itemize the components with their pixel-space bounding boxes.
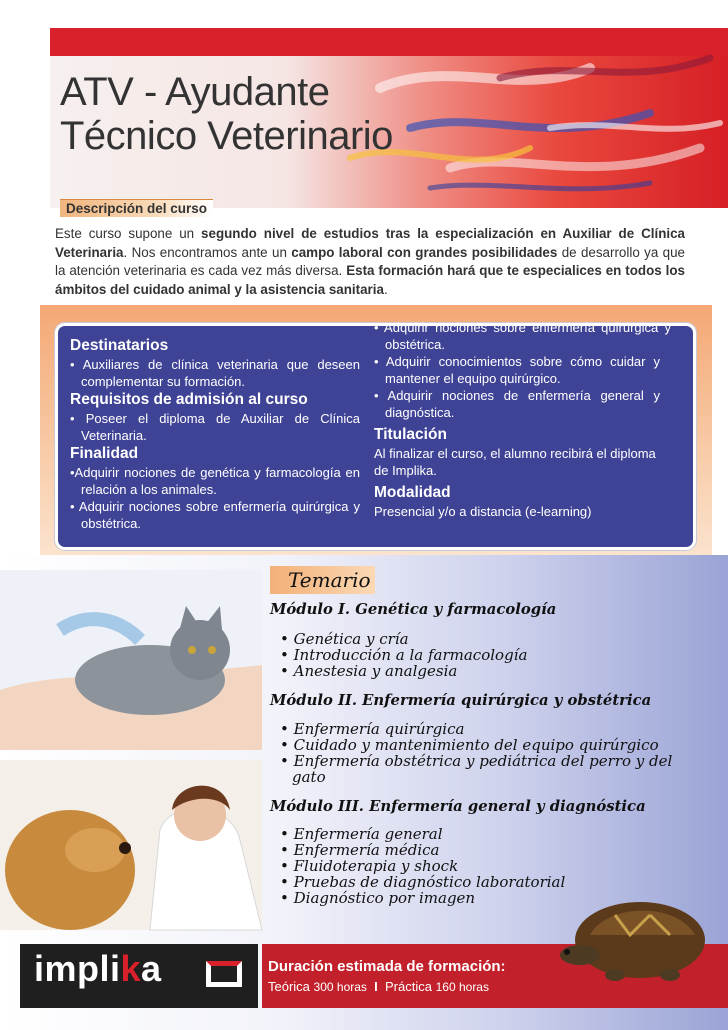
- logo-k: k: [120, 948, 142, 989]
- desc-text-4: .: [383, 281, 388, 297]
- desc-text-3: de desarrollo ya que la atención veterinaria es cada vez más diversa.: [55, 244, 685, 278]
- finalidad-item: • Adquirir nociones sobre enfermería quirúrgica y obstétrica.: [374, 320, 671, 352]
- practica-label: Práctica: [385, 979, 432, 994]
- implika-logo: [20, 944, 258, 1008]
- module-items: [280, 631, 527, 679]
- hours-separator: I: [374, 979, 378, 994]
- practica-hours: 160 horas: [435, 980, 489, 994]
- desc-bold-3: Esta formación hará que te especialices en todos los ámbitos del cuidado animal y la asistencia sanitaria: [55, 263, 685, 297]
- duration-title: Duración estimada de formación:: [268, 958, 506, 975]
- module-item: • Enfermería obstétrica y pediátrica del perro y del gato: [280, 753, 700, 785]
- finalidad-item: • Adquirir nociones de enfermería general y diagnóstica.: [374, 388, 660, 420]
- module-item: • Genética y cría: [280, 631, 527, 647]
- desc-bold-1: segundo nivel de estudios tras la especialización en Auxiliar de Clínica Veterinaria: [55, 226, 685, 260]
- modalidad-heading: Modalidad: [374, 484, 451, 501]
- requisitos-item: • Poseer el diploma de Auxiliar de Clínica Veterinaria.: [70, 411, 360, 443]
- module-items: [280, 721, 700, 785]
- requisitos-heading: Requisitos de admisión al curso: [70, 391, 308, 408]
- finalidad-item: •Adquirir nociones de genética y farmacología en relación a los animales.: [70, 465, 360, 497]
- module-item: • Fluidoterapia y shock: [280, 858, 565, 874]
- desc-bold-2: campo laboral con grandes posibilidades: [291, 244, 558, 260]
- info-column-right: [374, 320, 671, 520]
- module-item: • Anestesia y analgesia: [280, 663, 527, 679]
- cat-photo: [0, 570, 262, 750]
- info-box: [55, 320, 696, 550]
- info-column-left: [70, 336, 360, 531]
- module-item: • Introducción a la farmacología: [280, 647, 527, 663]
- title-line-1: ATV - Ayudante: [60, 70, 330, 114]
- module-item: • Enfermería médica: [280, 842, 565, 858]
- course-description: [55, 225, 685, 299]
- titulacion-heading: Titulación: [374, 426, 447, 443]
- dog-vet-illustration: [0, 760, 262, 930]
- module-title: Módulo I. Genética y farmacología: [270, 601, 557, 618]
- logo-part-2: a: [141, 948, 162, 989]
- finalidad-continuation: [374, 320, 671, 353]
- desc-text-1: Este curso supone un: [55, 226, 202, 241]
- module-items: [280, 826, 565, 906]
- finalidad-heading: Finalidad: [70, 445, 139, 462]
- duration-detail: [268, 979, 489, 994]
- module-item: • Enfermería general: [280, 826, 565, 842]
- cat-illustration: [0, 570, 262, 750]
- module-title: Módulo III. Enfermería general y diagnóstica: [270, 798, 646, 815]
- page-title: [60, 70, 393, 158]
- modalidad-text: Presencial y/o a distancia (e-learning): [374, 504, 592, 519]
- module-item: • Diagnóstico por imagen: [280, 890, 565, 906]
- module-item: • Pruebas de diagnóstico laboratorial: [280, 874, 565, 890]
- logo-part-1: impli: [34, 948, 121, 989]
- finalidad-item: • Adquirir nociones sobre enfermería quirúrgica y obstétrica.: [70, 499, 360, 531]
- dog-vet-photo: [0, 760, 262, 930]
- module-title: Módulo II. Enfermería quirúrgica y obstétrica: [270, 692, 652, 709]
- titulacion-text: Al finalizar el curso, el alumno recibirá el diploma de Implika.: [374, 446, 656, 478]
- teorica-label: Teórica: [268, 979, 310, 994]
- title-line-2: Técnico Veterinario: [60, 114, 393, 158]
- turtle-image: [555, 880, 715, 990]
- teorica-hours: 300 horas: [313, 980, 367, 994]
- destinatarios-item: • Auxiliares de clínica veterinaria que deseen complementar su formación.: [70, 357, 360, 389]
- finalidad-item: • Adquirir conocimientos sobre cómo cuidar y mantener el equipo quirúrgico.: [374, 354, 660, 386]
- logo-wordmark: [34, 948, 162, 990]
- logo-mark-icon: [206, 961, 242, 987]
- section-tab-descripcion: Descripción del curso: [60, 199, 213, 217]
- desc-text-2: . Nos encontramos ante un: [123, 244, 292, 260]
- temario-title: Temario: [288, 568, 371, 592]
- destinatarios-heading: Destinatarios: [70, 337, 169, 354]
- module-item: • Enfermería quirúrgica: [280, 721, 700, 737]
- module-item: • Cuidado y mantenimiento del equipo quirúrgico: [280, 737, 700, 753]
